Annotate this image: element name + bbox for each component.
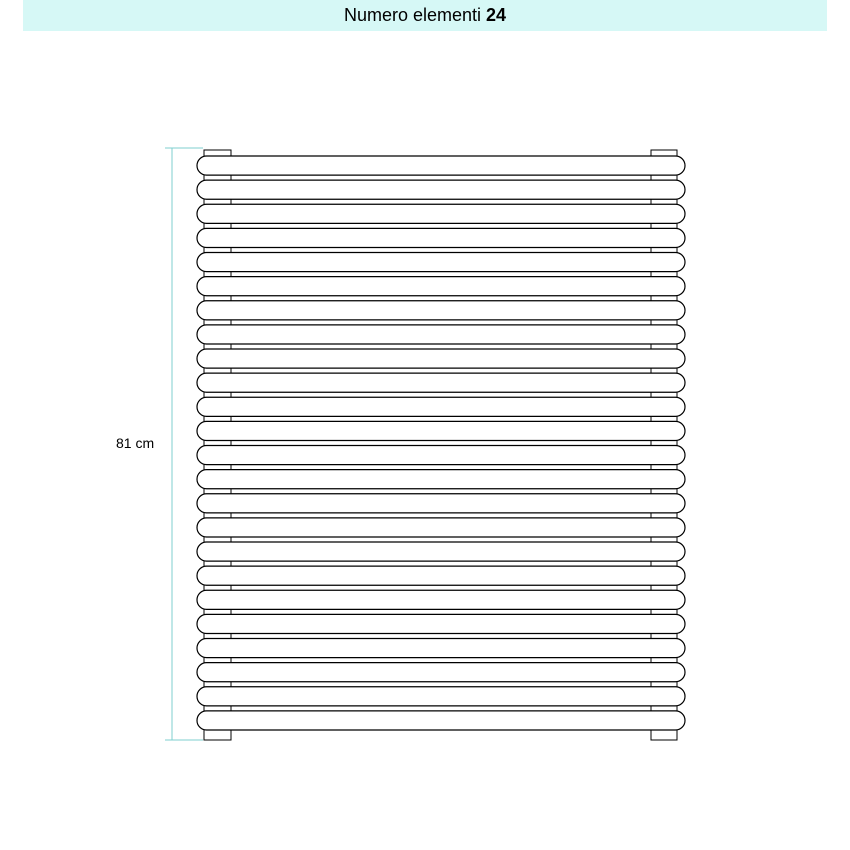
- radiator-element: [197, 180, 685, 199]
- radiator-element: [197, 253, 685, 272]
- radiator-element: [197, 277, 685, 296]
- radiator-element: [197, 687, 685, 706]
- radiator-element: [197, 614, 685, 633]
- radiator-element: [197, 711, 685, 730]
- radiator-tubes: [197, 156, 685, 730]
- radiator-element: [197, 518, 685, 537]
- radiator-element: [197, 349, 685, 368]
- radiator-element: [197, 446, 685, 465]
- element-count-label: Numero elementi: [343, 5, 482, 25]
- radiator-element: [197, 421, 685, 440]
- radiator-element: [197, 373, 685, 392]
- radiator-element: [197, 228, 685, 247]
- height-label: 81 cm: [116, 435, 155, 451]
- radiator-element: [197, 494, 685, 513]
- radiator-element: [197, 470, 685, 489]
- radiator-element: [197, 639, 685, 658]
- element-count-value: 24: [486, 5, 507, 25]
- radiator-element: [197, 204, 685, 223]
- radiator-element: [197, 325, 685, 344]
- radiator-element: [197, 566, 685, 585]
- radiator-element: [197, 663, 685, 682]
- radiator-element: [197, 590, 685, 609]
- radiator-element: [197, 301, 685, 320]
- radiator-element: [197, 156, 685, 175]
- radiator-element: [197, 397, 685, 416]
- radiator-element: [197, 542, 685, 561]
